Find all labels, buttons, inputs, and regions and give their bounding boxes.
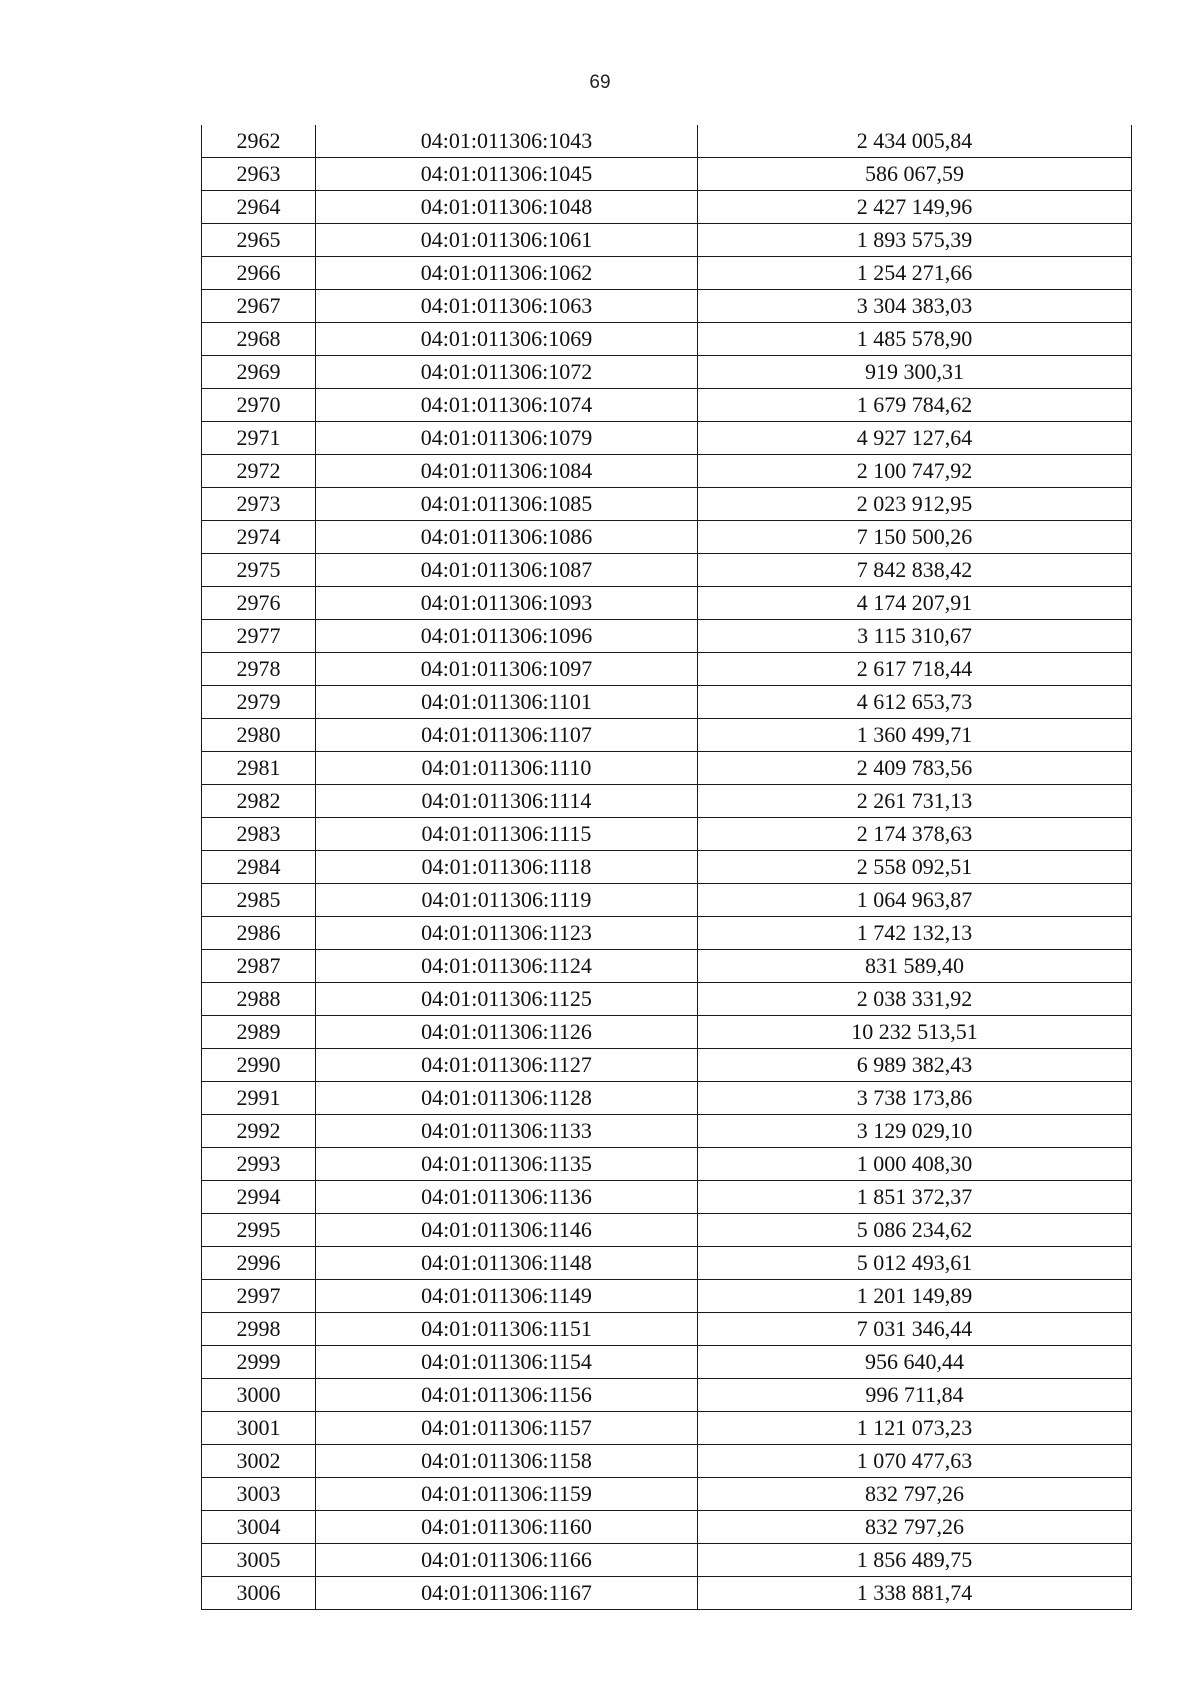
cadastral-number-cell: 04:01:011306:1118 bbox=[316, 851, 698, 884]
cadastral-value-cell: 2 174 378,63 bbox=[698, 818, 1132, 851]
cadastral-value-cell: 2 100 747,92 bbox=[698, 455, 1132, 488]
cadastral-value-cell: 3 115 310,67 bbox=[698, 620, 1132, 653]
table-row bbox=[202, 1280, 1132, 1313]
table-row bbox=[202, 1115, 1132, 1148]
row-number-cell: 2984 bbox=[202, 851, 316, 884]
row-number-cell: 2962 bbox=[202, 125, 316, 158]
cadastral-number-cell: 04:01:011306:1127 bbox=[316, 1049, 698, 1082]
cadastral-number-cell: 04:01:011306:1072 bbox=[316, 356, 698, 389]
table-row bbox=[202, 1379, 1132, 1412]
cadastral-value-cell: 996 711,84 bbox=[698, 1379, 1132, 1412]
cadastral-number-cell: 04:01:011306:1045 bbox=[316, 158, 698, 191]
row-number-cell: 2968 bbox=[202, 323, 316, 356]
cadastral-number-cell: 04:01:011306:1107 bbox=[316, 719, 698, 752]
row-number-cell: 2965 bbox=[202, 224, 316, 257]
cadastral-value-cell: 2 409 783,56 bbox=[698, 752, 1132, 785]
cadastral-number-cell: 04:01:011306:1157 bbox=[316, 1412, 698, 1445]
cadastral-number-cell: 04:01:011306:1160 bbox=[316, 1511, 698, 1544]
cadastral-value-cell: 7 150 500,26 bbox=[698, 521, 1132, 554]
table-row bbox=[202, 125, 1132, 158]
table-row bbox=[202, 356, 1132, 389]
row-number-cell: 2985 bbox=[202, 884, 316, 917]
row-number-cell: 2997 bbox=[202, 1280, 316, 1313]
cadastral-number-cell: 04:01:011306:1101 bbox=[316, 686, 698, 719]
table-row bbox=[202, 290, 1132, 323]
cadastral-value-cell: 1 851 372,37 bbox=[698, 1181, 1132, 1214]
cadastral-value-cell: 2 261 731,13 bbox=[698, 785, 1132, 818]
row-number-cell: 2977 bbox=[202, 620, 316, 653]
cadastral-number-cell: 04:01:011306:1125 bbox=[316, 983, 698, 1016]
row-number-cell: 2976 bbox=[202, 587, 316, 620]
cadastral-value-cell: 1 679 784,62 bbox=[698, 389, 1132, 422]
table-row bbox=[202, 587, 1132, 620]
row-number-cell: 2995 bbox=[202, 1214, 316, 1247]
row-number-cell: 2973 bbox=[202, 488, 316, 521]
cadastral-value-cell: 3 129 029,10 bbox=[698, 1115, 1132, 1148]
cadastral-number-cell: 04:01:011306:1135 bbox=[316, 1148, 698, 1181]
cadastral-number-cell: 04:01:011306:1079 bbox=[316, 422, 698, 455]
cadastral-value-cell: 1 064 963,87 bbox=[698, 884, 1132, 917]
table-row bbox=[202, 1313, 1132, 1346]
cadastral-value-cell: 831 589,40 bbox=[698, 950, 1132, 983]
row-number-cell: 2974 bbox=[202, 521, 316, 554]
table-row bbox=[202, 1544, 1132, 1577]
cadastral-number-cell: 04:01:011306:1114 bbox=[316, 785, 698, 818]
cadastral-number-cell: 04:01:011306:1061 bbox=[316, 224, 698, 257]
row-number-cell: 2975 bbox=[202, 554, 316, 587]
table-row bbox=[202, 620, 1132, 653]
row-number-cell: 2963 bbox=[202, 158, 316, 191]
cadastral-value-cell: 6 989 382,43 bbox=[698, 1049, 1132, 1082]
cadastral-value-cell: 7 842 838,42 bbox=[698, 554, 1132, 587]
row-number-cell: 2988 bbox=[202, 983, 316, 1016]
cadastral-value-table bbox=[201, 125, 1132, 1610]
row-number-cell: 2983 bbox=[202, 818, 316, 851]
cadastral-value-cell: 4 927 127,64 bbox=[698, 422, 1132, 455]
row-number-cell: 2989 bbox=[202, 1016, 316, 1049]
cadastral-value-cell: 832 797,26 bbox=[698, 1478, 1132, 1511]
cadastral-value-cell: 2 617 718,44 bbox=[698, 653, 1132, 686]
row-number-cell: 2970 bbox=[202, 389, 316, 422]
table-row bbox=[202, 917, 1132, 950]
cadastral-number-cell: 04:01:011306:1154 bbox=[316, 1346, 698, 1379]
cadastral-number-cell: 04:01:011306:1069 bbox=[316, 323, 698, 356]
cadastral-value-cell: 3 304 383,03 bbox=[698, 290, 1132, 323]
table-row bbox=[202, 1412, 1132, 1445]
table-row bbox=[202, 785, 1132, 818]
table-row bbox=[202, 1577, 1132, 1610]
cadastral-number-cell: 04:01:011306:1110 bbox=[316, 752, 698, 785]
table-row bbox=[202, 1346, 1132, 1379]
cadastral-value-cell: 7 031 346,44 bbox=[698, 1313, 1132, 1346]
table-row bbox=[202, 1214, 1132, 1247]
table-row bbox=[202, 851, 1132, 884]
cadastral-number-cell: 04:01:011306:1097 bbox=[316, 653, 698, 686]
table-row bbox=[202, 719, 1132, 752]
cadastral-value-cell: 1 893 575,39 bbox=[698, 224, 1132, 257]
table-row bbox=[202, 884, 1132, 917]
table-row bbox=[202, 323, 1132, 356]
cadastral-number-cell: 04:01:011306:1149 bbox=[316, 1280, 698, 1313]
cadastral-value-cell: 5 012 493,61 bbox=[698, 1247, 1132, 1280]
cadastral-number-cell: 04:01:011306:1063 bbox=[316, 290, 698, 323]
row-number-cell: 2998 bbox=[202, 1313, 316, 1346]
row-number-cell: 2964 bbox=[202, 191, 316, 224]
row-number-cell: 2981 bbox=[202, 752, 316, 785]
cadastral-value-cell: 2 434 005,84 bbox=[698, 125, 1132, 158]
row-number-cell: 2980 bbox=[202, 719, 316, 752]
row-number-cell: 2972 bbox=[202, 455, 316, 488]
cadastral-value-cell: 919 300,31 bbox=[698, 356, 1132, 389]
row-number-cell: 3002 bbox=[202, 1445, 316, 1478]
cadastral-value-cell: 10 232 513,51 bbox=[698, 1016, 1132, 1049]
row-number-cell: 2990 bbox=[202, 1049, 316, 1082]
cadastral-value-cell: 1 360 499,71 bbox=[698, 719, 1132, 752]
table-row bbox=[202, 1049, 1132, 1082]
cadastral-number-cell: 04:01:011306:1086 bbox=[316, 521, 698, 554]
table-row bbox=[202, 1247, 1132, 1280]
row-number-cell: 2966 bbox=[202, 257, 316, 290]
table-row bbox=[202, 488, 1132, 521]
table-row bbox=[202, 257, 1132, 290]
cadastral-value-cell: 1 121 073,23 bbox=[698, 1412, 1132, 1445]
cadastral-value-cell: 1 254 271,66 bbox=[698, 257, 1132, 290]
row-number-cell: 2993 bbox=[202, 1148, 316, 1181]
cadastral-value-cell: 2 023 912,95 bbox=[698, 488, 1132, 521]
cadastral-value-cell: 1 485 578,90 bbox=[698, 323, 1132, 356]
cadastral-number-cell: 04:01:011306:1156 bbox=[316, 1379, 698, 1412]
cadastral-number-cell: 04:01:011306:1119 bbox=[316, 884, 698, 917]
cadastral-number-cell: 04:01:011306:1043 bbox=[316, 125, 698, 158]
table-row bbox=[202, 1082, 1132, 1115]
row-number-cell: 2996 bbox=[202, 1247, 316, 1280]
cadastral-number-cell: 04:01:011306:1148 bbox=[316, 1247, 698, 1280]
table-row bbox=[202, 521, 1132, 554]
cadastral-number-cell: 04:01:011306:1133 bbox=[316, 1115, 698, 1148]
row-number-cell: 2994 bbox=[202, 1181, 316, 1214]
cadastral-number-cell: 04:01:011306:1124 bbox=[316, 950, 698, 983]
cadastral-value-cell: 2 558 092,51 bbox=[698, 851, 1132, 884]
cadastral-value-cell: 1 201 149,89 bbox=[698, 1280, 1132, 1313]
row-number-cell: 2991 bbox=[202, 1082, 316, 1115]
cadastral-number-cell: 04:01:011306:1093 bbox=[316, 587, 698, 620]
cadastral-value-cell: 4 612 653,73 bbox=[698, 686, 1132, 719]
table-row bbox=[202, 455, 1132, 488]
row-number-cell: 3005 bbox=[202, 1544, 316, 1577]
row-number-cell: 2969 bbox=[202, 356, 316, 389]
row-number-cell: 3001 bbox=[202, 1412, 316, 1445]
cadastral-value-cell: 1 338 881,74 bbox=[698, 1577, 1132, 1610]
table-row bbox=[202, 191, 1132, 224]
row-number-cell: 2992 bbox=[202, 1115, 316, 1148]
table-row bbox=[202, 653, 1132, 686]
row-number-cell: 3006 bbox=[202, 1577, 316, 1610]
cadastral-number-cell: 04:01:011306:1136 bbox=[316, 1181, 698, 1214]
table-row bbox=[202, 983, 1132, 1016]
cadastral-value-cell: 956 640,44 bbox=[698, 1346, 1132, 1379]
table-row bbox=[202, 1181, 1132, 1214]
row-number-cell: 2978 bbox=[202, 653, 316, 686]
cadastral-number-cell: 04:01:011306:1087 bbox=[316, 554, 698, 587]
table-row bbox=[202, 422, 1132, 455]
table-row bbox=[202, 1148, 1132, 1181]
cadastral-value-cell: 1 070 477,63 bbox=[698, 1445, 1132, 1478]
table-row bbox=[202, 1478, 1132, 1511]
row-number-cell: 2967 bbox=[202, 290, 316, 323]
cadastral-number-cell: 04:01:011306:1146 bbox=[316, 1214, 698, 1247]
cadastral-value-cell: 2 427 149,96 bbox=[698, 191, 1132, 224]
table-row bbox=[202, 818, 1132, 851]
cadastral-value-cell: 1 856 489,75 bbox=[698, 1544, 1132, 1577]
page-number: 69 bbox=[589, 72, 611, 93]
cadastral-number-cell: 04:01:011306:1158 bbox=[316, 1445, 698, 1478]
cadastral-number-cell: 04:01:011306:1048 bbox=[316, 191, 698, 224]
table-row bbox=[202, 158, 1132, 191]
table-body bbox=[202, 125, 1132, 1610]
cadastral-value-cell: 1 000 408,30 bbox=[698, 1148, 1132, 1181]
table-row bbox=[202, 389, 1132, 422]
table-row bbox=[202, 1016, 1132, 1049]
cadastral-value-cell: 5 086 234,62 bbox=[698, 1214, 1132, 1247]
table-row bbox=[202, 950, 1132, 983]
cadastral-number-cell: 04:01:011306:1123 bbox=[316, 917, 698, 950]
table-row bbox=[202, 224, 1132, 257]
cadastral-value-cell: 2 038 331,92 bbox=[698, 983, 1132, 1016]
cadastral-number-cell: 04:01:011306:1062 bbox=[316, 257, 698, 290]
cadastral-number-cell: 04:01:011306:1096 bbox=[316, 620, 698, 653]
cadastral-number-cell: 04:01:011306:1084 bbox=[316, 455, 698, 488]
cadastral-number-cell: 04:01:011306:1074 bbox=[316, 389, 698, 422]
cadastral-number-cell: 04:01:011306:1085 bbox=[316, 488, 698, 521]
table-row bbox=[202, 686, 1132, 719]
cadastral-number-cell: 04:01:011306:1167 bbox=[316, 1577, 698, 1610]
row-number-cell: 2999 bbox=[202, 1346, 316, 1379]
table-row bbox=[202, 752, 1132, 785]
row-number-cell: 2987 bbox=[202, 950, 316, 983]
row-number-cell: 2971 bbox=[202, 422, 316, 455]
cadastral-number-cell: 04:01:011306:1128 bbox=[316, 1082, 698, 1115]
table-row bbox=[202, 554, 1132, 587]
row-number-cell: 2986 bbox=[202, 917, 316, 950]
row-number-cell: 2979 bbox=[202, 686, 316, 719]
cadastral-number-cell: 04:01:011306:1159 bbox=[316, 1478, 698, 1511]
cadastral-value-cell: 832 797,26 bbox=[698, 1511, 1132, 1544]
row-number-cell: 3003 bbox=[202, 1478, 316, 1511]
cadastral-value-cell: 1 742 132,13 bbox=[698, 917, 1132, 950]
cadastral-value-cell: 4 174 207,91 bbox=[698, 587, 1132, 620]
cadastral-value-cell: 586 067,59 bbox=[698, 158, 1132, 191]
row-number-cell: 2982 bbox=[202, 785, 316, 818]
table-row bbox=[202, 1445, 1132, 1478]
cadastral-number-cell: 04:01:011306:1166 bbox=[316, 1544, 698, 1577]
cadastral-value-cell: 3 738 173,86 bbox=[698, 1082, 1132, 1115]
row-number-cell: 3000 bbox=[202, 1379, 316, 1412]
cadastral-number-cell: 04:01:011306:1126 bbox=[316, 1016, 698, 1049]
cadastral-number-cell: 04:01:011306:1151 bbox=[316, 1313, 698, 1346]
cadastral-number-cell: 04:01:011306:1115 bbox=[316, 818, 698, 851]
row-number-cell: 3004 bbox=[202, 1511, 316, 1544]
table-row bbox=[202, 1511, 1132, 1544]
